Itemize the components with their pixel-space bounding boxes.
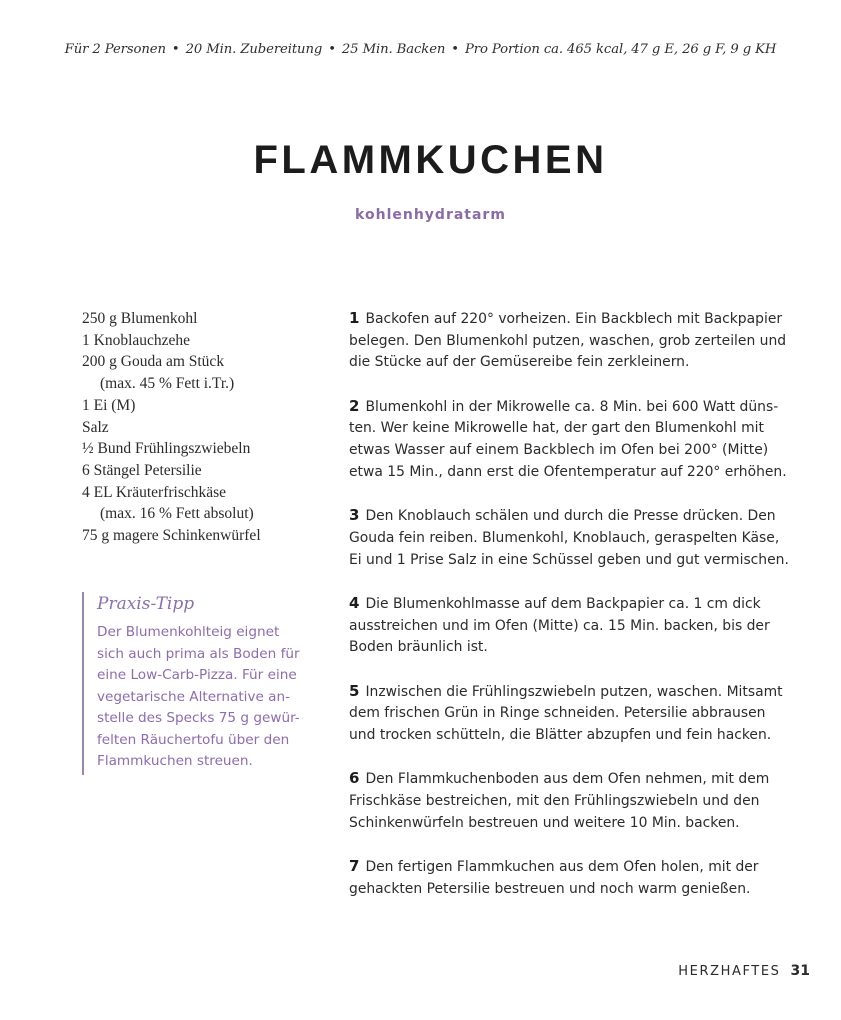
step-text-line: Frischkäse bestreichen, mit den Frühlingszwiebeln und den bbox=[349, 792, 760, 809]
ingredient-item: Salz bbox=[82, 418, 109, 436]
step-text-line: etwas Wasser auf einem Backblech im Ofen bei 200° (Mitte) bbox=[349, 442, 769, 459]
meta-separator: • bbox=[451, 42, 459, 57]
step-text-line: Backofen auf 220° vorheizen. Ein Backblech mit Backpapier bbox=[365, 311, 783, 327]
section-name: HERZHAFTES bbox=[678, 964, 781, 979]
step-number: 7 bbox=[349, 856, 360, 875]
tip-text bbox=[97, 622, 332, 773]
ingredient-item: 250 g Blumenkohl bbox=[82, 310, 198, 327]
ingredient-item: 200 g Gouda am Stück bbox=[82, 353, 225, 371]
step-text-line: ten. Wer keine Mikrowelle hat, der gart den Blumenkohl mit bbox=[349, 420, 764, 437]
step-text-line: Den fertigen Flammkuchen aus dem Ofen holen, mit der bbox=[365, 858, 759, 875]
tip-title: Praxis-Tipp bbox=[97, 594, 195, 614]
tip-line: Der Blumenkohlteig eignet bbox=[97, 624, 280, 640]
meta-nutrition: Pro Portion ca. 465 kcal, 47 g E, 26 g F, 9 g KH bbox=[464, 42, 777, 57]
step-4 bbox=[349, 593, 789, 659]
step-number: 5 bbox=[349, 681, 360, 700]
tip-line: felten Räuchertofu über den bbox=[97, 731, 290, 748]
ingredient-item: 6 Stängel Petersilie bbox=[82, 461, 202, 479]
meta-servings: Für 2 Personen bbox=[64, 42, 166, 57]
step-text-line: Die Blumenkohlmasse auf dem Backpapier ca. 1 cm dick bbox=[365, 595, 761, 612]
ingredient-item: 1 Ei (M) bbox=[82, 396, 136, 414]
tip-line: eine Low-Carb-Pizza. Für eine bbox=[97, 667, 297, 683]
recipe-meta-line bbox=[0, 42, 841, 57]
ingredient-item: 75 g magere Schinkenwürfel bbox=[82, 527, 261, 545]
step-number: 2 bbox=[349, 396, 360, 415]
meta-prep-time: 20 Min. Zubereitung bbox=[185, 42, 323, 57]
step-text-line: Inzwischen die Frühlingszwiebeln putzen, waschen. Mitsamt bbox=[365, 683, 783, 700]
step-text-line: Ei und 1 Prise Salz in eine Schüssel geben und gut vermischen. bbox=[349, 551, 789, 568]
step-text-line: etwa 15 Min., dann erst die Ofentemperatur auf 220° erhöhen. bbox=[349, 463, 787, 480]
step-text-line: Den Knoblauch schälen und durch die Presse drücken. Den bbox=[365, 508, 776, 525]
step-text-line: Den Flammkuchenboden aus dem Ofen nehmen, mit dem bbox=[365, 771, 770, 788]
step-number: 1 bbox=[349, 309, 360, 327]
step-text-line: dem frischen Grün in Ringe schneiden. Petersilie abbrausen bbox=[349, 705, 766, 722]
step-text-line: belegen. Den Blumenkohl putzen, waschen, grob zerteilen und bbox=[349, 332, 787, 349]
step-text-line: gehackten Petersilie bestreuen und noch warm genießen. bbox=[349, 880, 751, 897]
step-3 bbox=[349, 505, 789, 571]
page-footer bbox=[678, 963, 810, 979]
step-text-line: und trocken schütteln, die Blätter abzupfen und fein hacken. bbox=[349, 726, 772, 743]
meta-bake-time: 25 Min. Backen bbox=[341, 42, 446, 57]
tip-line: Flammkuchen streuen. bbox=[97, 753, 253, 769]
recipe-title: FLAMMKUCHEN bbox=[253, 138, 608, 182]
step-7 bbox=[349, 856, 789, 900]
step-number: 6 bbox=[349, 769, 360, 788]
tip-line: stelle des Specks 75 g gewür- bbox=[97, 710, 300, 726]
step-6 bbox=[349, 768, 789, 834]
ingredient-note: (max. 45 % Fett i.Tr.) bbox=[100, 375, 235, 393]
tip-line: vegetarische Alternative an- bbox=[97, 688, 291, 705]
step-number: 3 bbox=[349, 506, 360, 525]
recipe-subtitle: kohlenhydratarm bbox=[355, 207, 506, 223]
ingredient-item: 1 Knoblauchzehe bbox=[82, 331, 191, 349]
ingredient-note: (max. 16 % Fett absolut) bbox=[100, 505, 254, 523]
step-text-line: Gouda fein reiben. Blumenkohl, Knoblauch, geraspelten Käse, bbox=[349, 529, 780, 546]
ingredient-item: 4 EL Kräuterfrischkäse bbox=[82, 483, 227, 501]
page-number: 31 bbox=[790, 963, 810, 979]
practice-tip-box bbox=[82, 592, 332, 775]
tip-line: sich auch prima als Boden für bbox=[97, 645, 300, 662]
step-text-line: ausstreichen und im Ofen (Mitte) ca. 15 Min. backen, bis der bbox=[349, 617, 770, 634]
step-text-line: Blumenkohl in der Mikrowelle ca. 8 Min. bei 600 Watt düns- bbox=[365, 398, 779, 415]
preparation-steps bbox=[349, 308, 789, 922]
step-1 bbox=[349, 308, 789, 374]
meta-separator: • bbox=[328, 42, 336, 57]
step-text-line: Schinkenwürfeln bestreuen und weitere 10 Min. backen. bbox=[349, 814, 740, 831]
step-text-line: Boden bräunlich ist. bbox=[349, 639, 488, 656]
step-text-line: die Stücke auf der Gemüsereibe fein zerkleinern. bbox=[349, 354, 690, 371]
step-5 bbox=[349, 681, 789, 747]
ingredient-item: ½ Bund Frühlingszwiebeln bbox=[82, 440, 251, 458]
ingredients-list bbox=[82, 308, 312, 547]
step-2 bbox=[349, 396, 789, 484]
step-number: 4 bbox=[349, 593, 360, 612]
meta-separator: • bbox=[171, 42, 180, 57]
